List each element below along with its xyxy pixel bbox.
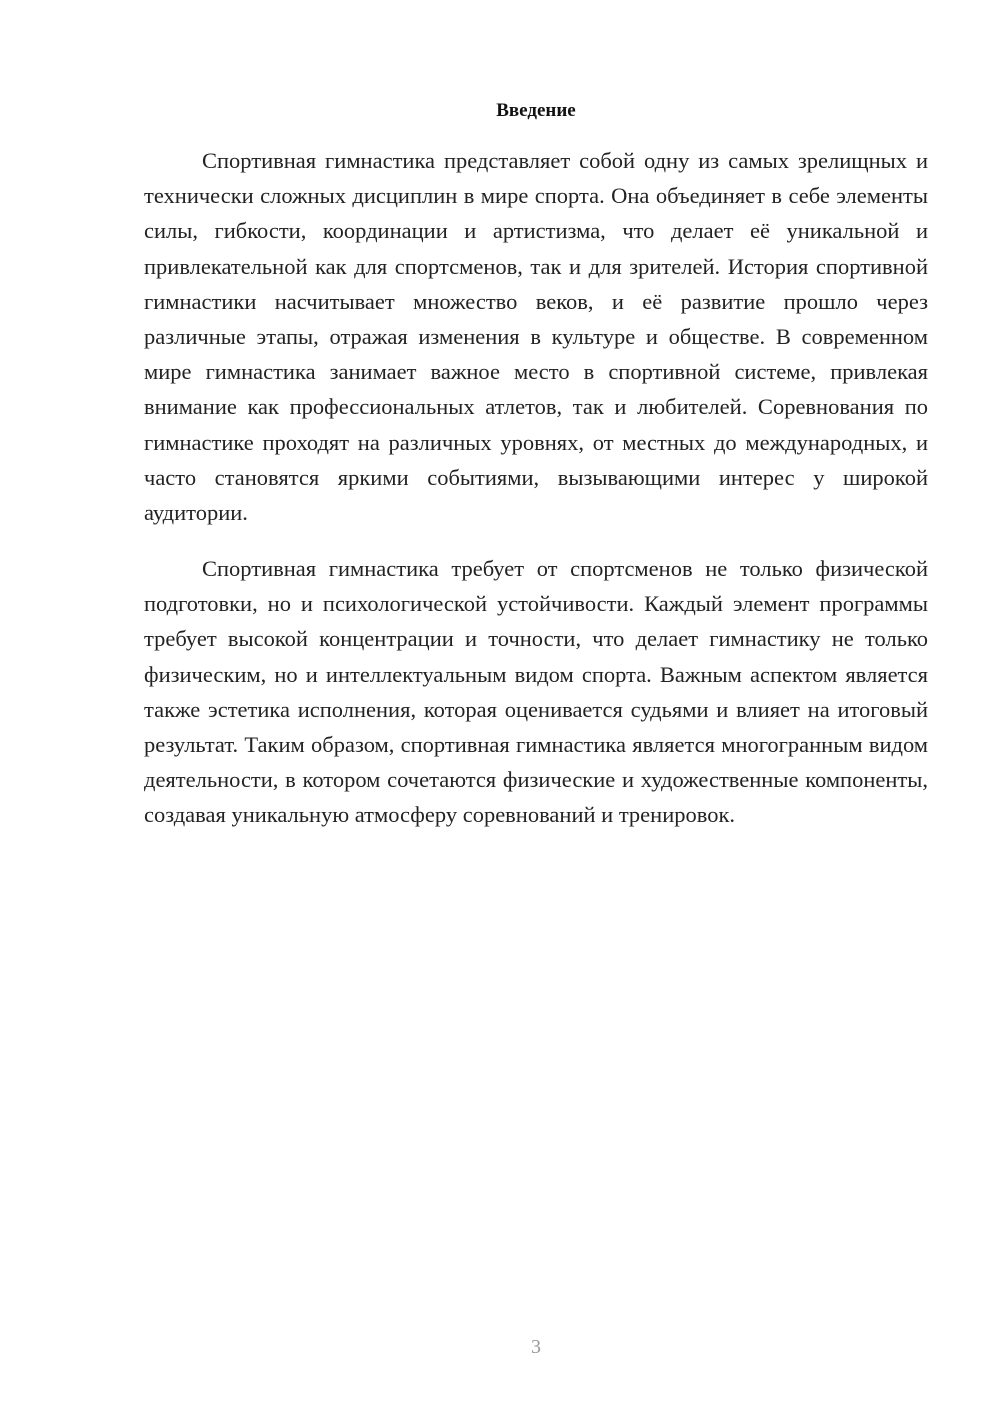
page-number: 3 [531,1336,541,1358]
paragraph-1: Спортивная гимнастика представляет собой одну из самых зрелищных и технически сложных дисциплин в мире спорта. Она объединяет в себе элементы силы, гибкости, координации и артистизма, что делает её уникальной и привлекательной как для спортсменов, так и для зрителей. История спортивной гимнастики насчитывает множество веков, и её развитие прошло через различные этапы, отражая изменения в культуре и обществе. В современном мире гимнастика занимает важное место в спортивной системе, привлекая внимание как профессиональных атлетов, так и любителей. Соревнования по гимнастике проходят на различных уровнях, от местных до международных, и часто становятся яркими событиями, вызывающими интерес у широкой аудитории. [144,148,928,526]
paragraph-2: Спортивная гимнастика требует от спортсменов не только физической подготовки, но и психологической устойчивости. Каждый элемент программы требует высокой концентрации и точности, что делает гимнастику не только физическим, но и интеллектуальным видом спорта. Важным аспектом является также эстетика исполнения, которая оценивается судьями и влияет на итоговый результат. Таким образом, спортивная гимнастика является многогранным видом деятельности, в котором сочетаются физические и художественные компоненты, создавая уникальную атмосферу соревнований и тренировок. [144,556,928,828]
section-heading: Введение [496,100,576,121]
